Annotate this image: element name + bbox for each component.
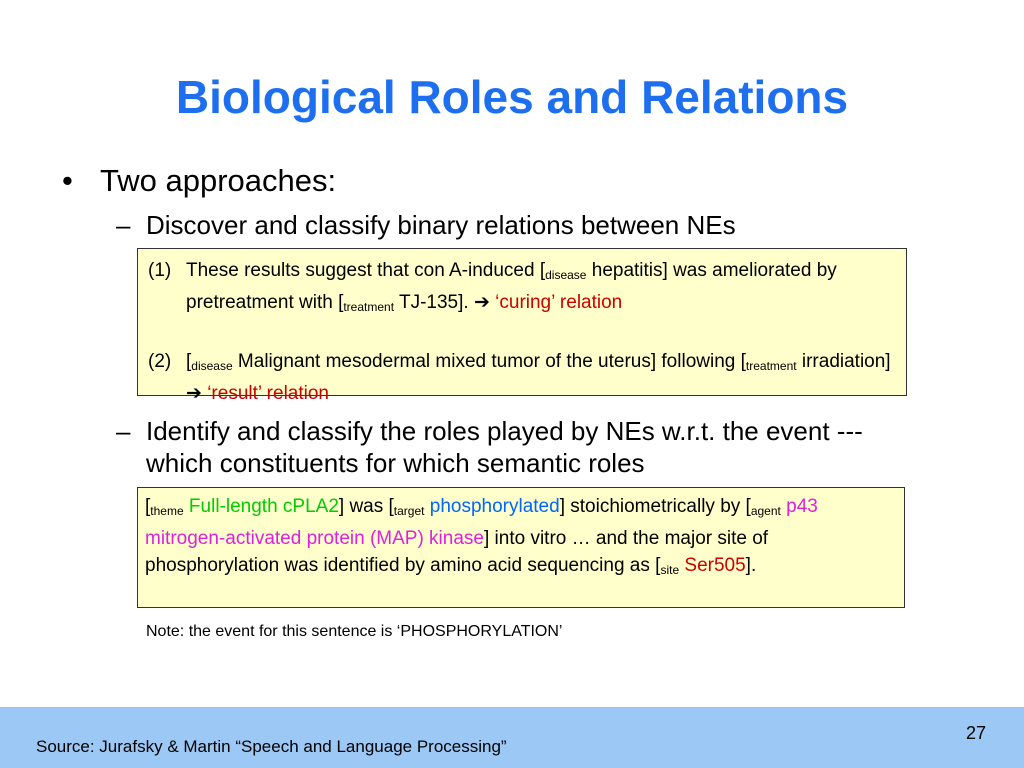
page-number: 27	[966, 723, 987, 743]
roles-text: ] was [	[338, 496, 394, 517]
theme-entity: Full-length cPLA2	[183, 496, 339, 517]
disease-tag: disease	[191, 359, 233, 373]
arrow-icon: ➔	[473, 292, 490, 313]
example-2-text: irradiation]	[796, 351, 891, 372]
example-2-number: (2)	[148, 351, 172, 372]
theme-tag: theme	[150, 504, 184, 518]
example-1-text: hepatitis] was ameliorated by pretreatment with [	[186, 260, 837, 313]
example-box-relations	[137, 248, 907, 404]
roles-text: ] into vitro … and the major site of phosphorylation was identified by amino acid sequencing as [	[145, 528, 769, 576]
treatment-tag: treatment	[745, 359, 797, 373]
treatment-tag: treatment	[343, 300, 395, 314]
bullet-item	[62, 163, 336, 199]
source-citation: Source: Jurafsky & Martin “Speech and Language Processing”	[36, 737, 507, 756]
bullet-text: Two approaches:	[100, 163, 337, 198]
agent-entity: p43 mitrogen-activated protein (MAP) kinase	[145, 496, 818, 549]
target-entity: phosphorylated	[424, 496, 560, 517]
sub-bullet-2-line-1: Identify and classify the roles played by NEs w.r.t. the event ---	[146, 416, 863, 446]
bullet-symbol: •	[62, 163, 73, 198]
arrow-icon: ➔	[186, 383, 202, 404]
example-2-text: [	[186, 351, 192, 372]
target-tag: target	[393, 504, 425, 518]
curing-relation-label: ‘curing’ relation	[489, 292, 623, 313]
site-tag: site	[660, 563, 680, 577]
roles-text: ].	[745, 555, 757, 576]
example-1	[138, 257, 906, 321]
example-2	[138, 348, 906, 407]
dash-symbol: –	[116, 416, 131, 446]
example-1-text: TJ-135].	[394, 292, 474, 313]
sub-bullet-2-line-2: which constituents for which semantic roles	[146, 448, 645, 478]
event-note: Note: the event for this sentence is ‘PHOSPHORYLATION’	[146, 623, 563, 640]
site-entity: Ser505	[679, 555, 746, 576]
sub-bullet-1-text: Discover and classify binary relations between NEs	[146, 210, 736, 240]
disease-tag: disease	[545, 268, 587, 282]
result-relation-label: ‘result’ relation	[201, 383, 329, 404]
dash-symbol: –	[116, 210, 131, 240]
example-box-roles	[137, 487, 905, 608]
agent-tag: agent	[750, 504, 781, 518]
slide-title: Biological Roles and Relations	[175, 71, 849, 123]
sub-bullet-1	[116, 209, 736, 241]
example-2-text: Malignant mesodermal mixed tumor of the uterus] following [	[232, 351, 746, 372]
example-1-number: (1)	[148, 260, 172, 281]
example-1-text: These results suggest that con A-induced [	[186, 260, 546, 281]
roles-text: [	[145, 496, 151, 517]
sub-bullet-2	[116, 415, 863, 479]
roles-text: ] stoichiometrically by [	[559, 496, 751, 517]
footer-bar	[0, 707, 1024, 768]
